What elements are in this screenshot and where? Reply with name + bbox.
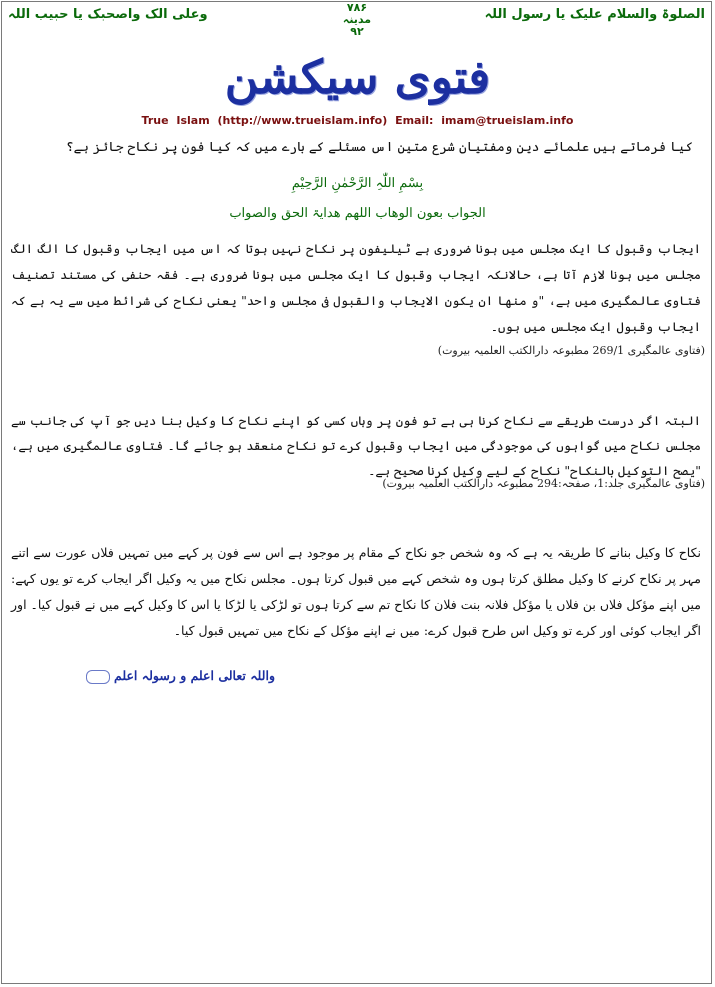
- bismillah: بِسْمِ اللّٰہِ الرَّحْمٰنِ الرَّحِیْمِ: [291, 176, 424, 191]
- reference-1: (فتاوی عالمگیری 269/1 مطبوعہ دارالکتب العلمیہ بیروت): [437, 344, 705, 357]
- closing-line: [84, 668, 275, 684]
- header-salutation-right: الصلوۃ والسلام علیک یا رسول اللہ: [484, 7, 705, 22]
- answer-paragraph-2: البتہ اگر درست طریقے سے نکاح کرنا ہی ہے تو فون پر وہاں کسی کو اپنے نکاح کا وکیل بنا دیں جو آپ کی جانب سے مجلس نکاح میں گواہوں کی موجودگی میں ایجاب وقبول کرے تو نکاح منعقد ہو جائے گا۔ فتاوی عالمگیری میں ہے، "یصح التوکیل بالنکاح" نکاح کے لیے وکیل کرنا صحیح ہے۔: [11, 413, 701, 478]
- contact-line: True Islam (http://www.trueislam.info) Email: imam@trueislam.info: [141, 114, 574, 127]
- header-emblem: [330, 2, 384, 38]
- answer-paragraph-1: ایجاب وقبول کا ایک مجلس میں ہونا ضروری ہے ٹیلیفون پر نکاح نہیں ہوتا کہ اس میں ایجاب وقبول کا الگ الگ مجلس میں ہونا لازم آتا ہے، حالانکہ ایجاب وقبول کا ایک مجلس میں ہونا ضروری ہے۔ فقہ حنفی کی مستند تصنیف فتاوی عالمگیری میں ہے، "و منها ان یکون الایجاب والقبول فی مجلس واحد" یعنی نکاح کی شرائط میں سے یہ ہے کہ ایجاب وقبول ایک مجلس میں ہوں۔: [11, 241, 701, 334]
- header-salutation-left: وعلی الک واصحبک یا حبیب اللہ: [8, 7, 208, 22]
- honorific-seal-icon: [86, 670, 110, 684]
- answer-paragraph-3: نکاح کا وکیل بنانے کا طریقہ یہ ہے کہ وہ شخص جو نکاح کے مقام پر موجود ہے اس سے فون پر کہے میں تمہیں فلاں عورت سے اتنے مہر پر نکاح کرنے کا وکیل مطلق کرتا ہوں وہ شخص کہے میں قبول کرتا ہوں۔ مجلس نکاح میں یہ وکیل اگر ایجاب کرے تو یوں کہے: میں اپنے مؤکل فلاں بن فلاں یا مؤکل فلانہ بنت فلان کا نکاح تم سے کرتا ہوں تو لڑکی یا لڑکا یا اس کا وکیل کہے میں نے قبول کیا۔ اور اگر ایجاب کوئی اور کرے تو وکیل اس طرح قبول کرے: میں نے اپنے مؤکل کے نکاح میں تمہیں قبول کیا۔: [11, 545, 701, 638]
- closing-text: واللہ تعالی اعلم و رسولہ اعلم: [114, 668, 275, 683]
- reference-2: (فتاوی عالمگیری جلد:1، صفحہ:294 مطبوعہ دارالکتب العلمیہ بیروت): [382, 477, 705, 490]
- header-madina: مدینہ: [342, 13, 372, 26]
- header-number-92: ۹۲: [350, 25, 364, 38]
- answer-heading: الجواب بعون الوھاب اللھم ھدایۃ الحق والصواب: [229, 206, 486, 221]
- question-text: کیا فرماتے ہیں علمائے دین ومفتیان شرع متین اس مسئلے کے بارے میں کہ کیا فون پر نکاح جائز ہے؟: [66, 140, 693, 155]
- page-title: فتوی سیکشن: [224, 50, 491, 104]
- header-number-786: ۷۸۶: [346, 1, 368, 14]
